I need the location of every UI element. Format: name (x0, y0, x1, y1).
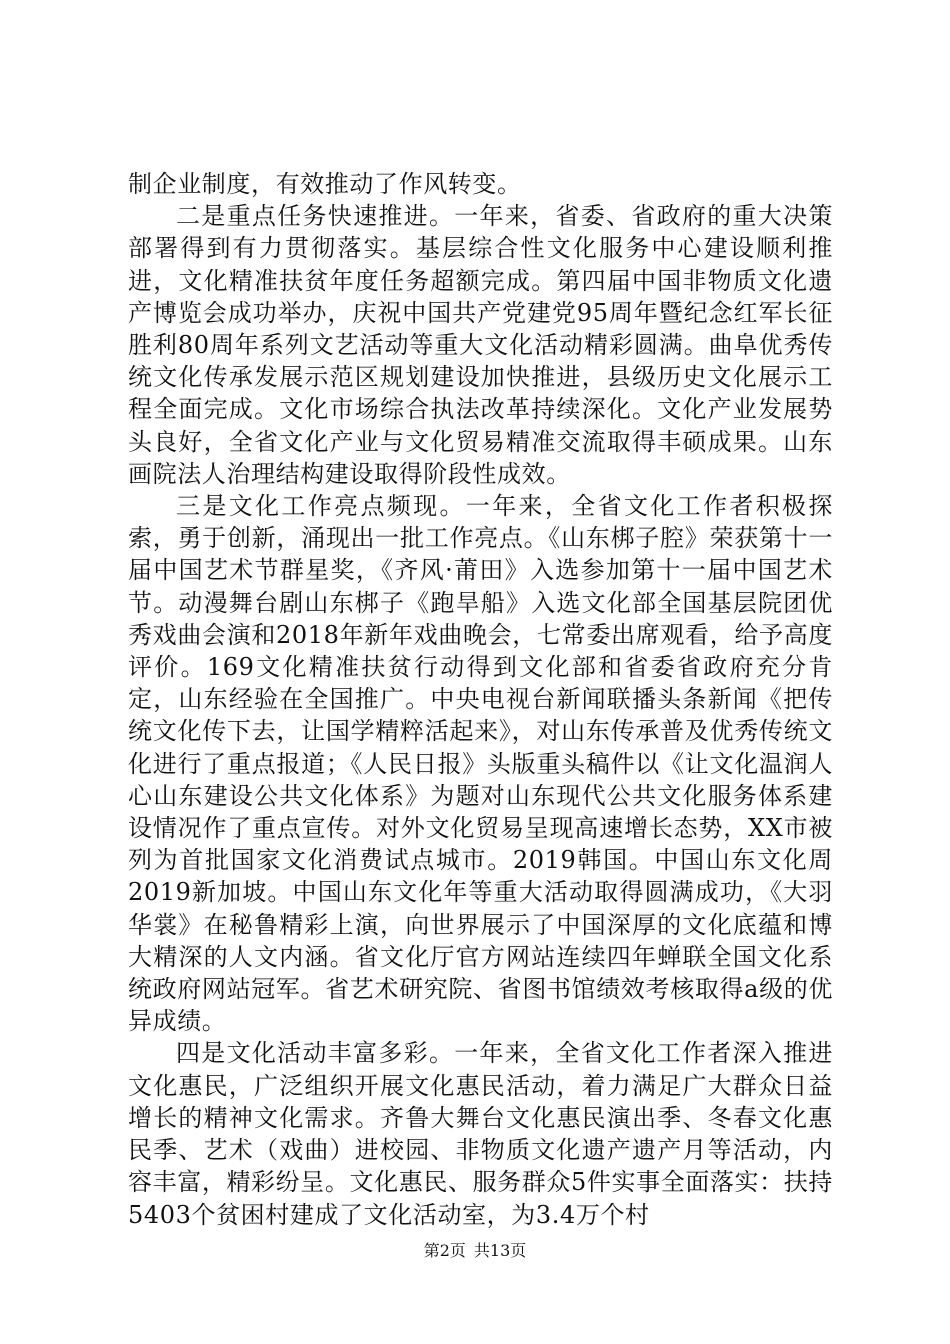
paragraph-key-tasks: 二是重点任务快速推进。一年来，省委、省政府的重大决策部署得到有力贯彻落实。基层综合性文化服务中心建设顺利推进，文化精准扶贫年度任务超额完成。第四届中国非物质文化遗产博览会成功举办，庆祝中国共产党建党95周年暨纪念红军长征胜利80周年系列文艺活动等重大文化活动精彩圆满。曲阜优秀传统文化传承发展示范区规划建设加快推进，县级历史文化展示工程全面完成。文化市场综合执法改革持续深化。文化产业发展势头良好，全省文化产业与文化贸易精准交流取得丰硕成果。山东画院法人治理结构建设取得阶段性成效。 (128, 202, 833, 488)
page-footer (0, 1241, 950, 1261)
paragraph-highlights: 三是文化工作亮点频现。一年来，全省文化工作者积极探索，勇于创新，涌现出一批工作亮点。《山东梆子腔》荣获第十一届中国艺术节群星奖，《齐风·莆田》入选参加第十一届中国艺术节。动漫舞台剧山东梆子《跑旱船》入选文化部全国基层院团优秀戏曲会演和2018年新年戏曲晚会，七常委出席观看，给予高度评价。169文化精准扶贫行动得到文化部和省委省政府充分肯定，山东经验在全国推广。中央电视台新闻联播头条新闻《把传统文化传下去，让国学精粹活起来》，对山东传承普及优秀传统文化进行了重点报道；《人民日报》头版重头稿件以《让文化温润人心山东建设公共文化体系》为题对山东现代公共文化服务体系建设情况作了重点宣传。对外文化贸易呈现高速增长态势，XX市被列为首批国家文化消费试点城市。2019韩国。中国山东文化周2019新加坡。中国山东文化年等重大活动取得圆满成功，《大羽华裳》在秘鲁精彩上演，向世界展示了中国深厚的文化底蕴和博大精深的人文内涵。省文化厅官方网站连续四年蝉联全国文化系统政府网站冠军。省艺术研究院、省图书馆绩效考核取得a级的优异成绩。 (128, 492, 833, 1036)
paragraph-continuation: 制企业制度，有效推动了作风转变。 (128, 170, 522, 198)
document-body (128, 168, 833, 1231)
page-total: 共13页 (473, 1241, 527, 1260)
paragraph-activities: 四是文化活动丰富多彩。一年来，全省文化工作者深入推进文化惠民，广泛组织开展文化惠民活动，着力满足广大群众日益增长的精神文化需求。齐鲁大舞台文化惠民演出季、冬春文化惠民季、艺术（戏曲）进校园、非物质文化遗产遗产月等活动，内容丰富，精彩纷呈。文化惠民、服务群众5件实事全面落实：扶持5403个贫困村建成了文化活动室，为3.4万个村 (128, 1039, 833, 1229)
page-number: 第2页 (423, 1241, 466, 1260)
